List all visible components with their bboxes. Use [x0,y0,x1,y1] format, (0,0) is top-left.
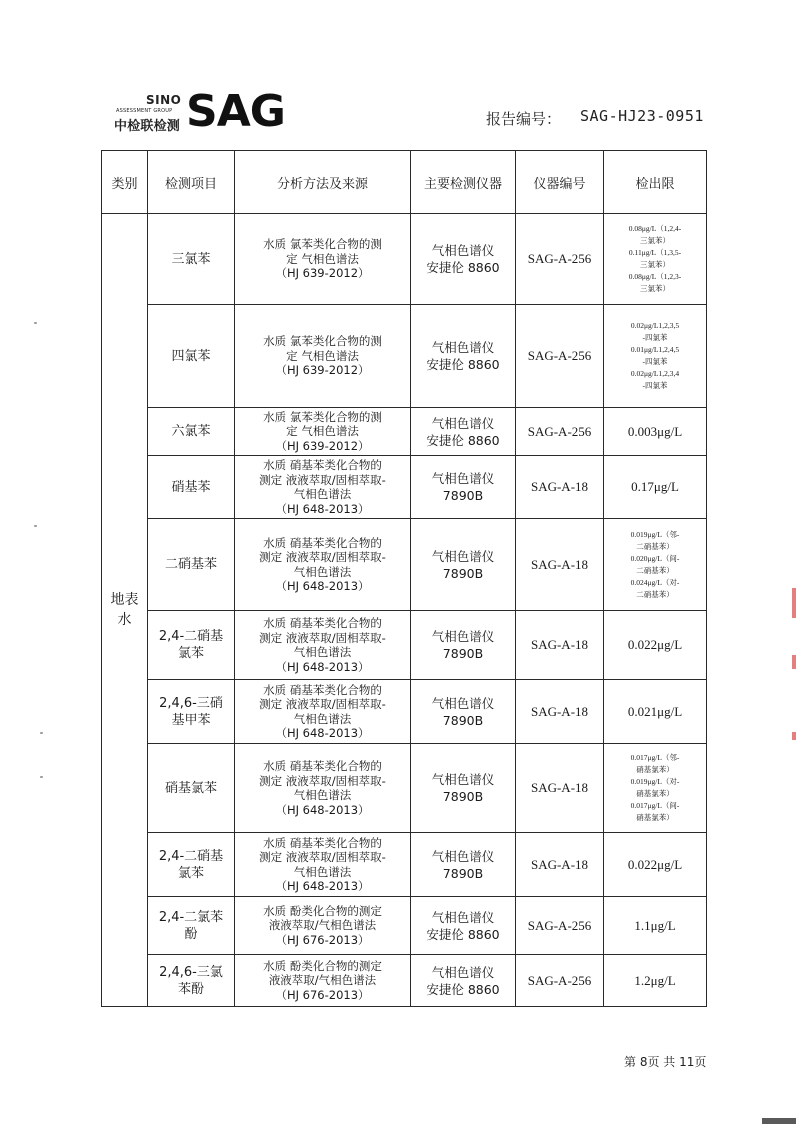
text-line: 二硝基苯） [636,589,674,599]
text-line: 三氯苯） [640,236,670,245]
detection-limit-cell [604,744,707,833]
instrument-cell [411,214,516,305]
scan-edge-mark [792,655,796,669]
scan-speck [34,322,37,324]
category-cell [102,214,148,1007]
table-row [102,519,707,611]
text-line: 7890B [442,565,484,581]
text-line: 0.020μg/L（间- [630,553,680,563]
detection-limit-cell [604,305,707,408]
method-cell [235,833,411,897]
text-line: 硝基氯苯） [636,789,674,798]
logo-sino-text: SINO [146,93,182,107]
detection-limit-cell: 1.1μg/L [604,897,707,955]
text-line: 安捷伦 8860 [426,926,500,942]
text-line: 7890B [442,865,484,881]
detection-limit-cell [604,519,707,611]
text-line: 气相色谱法 [293,864,352,879]
table-row [102,305,707,408]
header-instrument-code: 仪器编号 [516,151,604,214]
table-header-row [102,151,707,214]
instrument-code-cell: SAG-A-18 [516,519,604,611]
text-line: 7890B [442,789,484,804]
method-cell [235,519,411,611]
text-line: 气相色谱仪 [431,629,495,644]
detection-limit-cell: 0.021μg/L [604,680,707,744]
table-row [102,833,707,897]
scan-speck [40,776,43,778]
header-category: 类别 [102,151,148,214]
table-row [102,955,707,1007]
text-line: 水质 氯苯类化合物的测 [263,334,382,349]
instrument-cell [411,611,516,680]
category-label: 地表水 [110,592,139,628]
method-cell [235,680,411,744]
text-line: 安捷伦 8860 [426,357,500,372]
scan-edge-mark [792,588,796,618]
text-line: （HJ 639-2012） [275,363,370,378]
instrument-code-cell: SAG-A-256 [516,408,604,456]
text-line: 气相色谱仪 [431,548,495,564]
text-line: -四氯苯 [642,381,668,390]
test-item-cell: 硝基苯 [148,456,235,519]
text-line: 硝基氯苯） [636,813,674,822]
text-line: 0.019μg/L（邻- [630,529,680,539]
method-cell [235,305,411,408]
text-line: 气相色谱法 [293,564,352,579]
text-line: （HJ 648-2013） [275,579,370,593]
logo-chinese-name: 中检联检测 [114,119,181,134]
instrument-cell [411,897,516,955]
text-line: 0.019μg/L（对- [630,777,680,786]
table-row [102,744,707,833]
method-cell [235,744,411,833]
text-line: （HJ 648-2013） [275,802,370,817]
test-item-cell: 硝基氯苯 [148,744,235,833]
instrument-cell [411,744,516,833]
table-row [102,456,707,519]
scan-speck [34,525,37,527]
instrument-code-cell: SAG-A-256 [516,305,604,408]
text-line: 气相色谱法 [293,788,352,802]
text-line: 0.08μg/L（1,2,3- [628,272,682,281]
text-line: 气相色谱法 [293,645,352,659]
text-line: 定 气相色谱法 [286,424,359,439]
text-line: 水质 硝基苯类化合物的 [263,616,382,630]
text-line: -四氯苯 [642,333,668,342]
method-cell [235,897,411,955]
text-line: 测定 液液萃取/固相萃取- [259,697,386,711]
report-header [112,86,712,140]
text-line: 测定 液液萃取/固相萃取- [259,773,386,788]
text-line: 气相色谱仪 [431,243,495,258]
text-line: 气相色谱法 [293,487,352,501]
header-detection-limit: 检出限 [604,151,707,214]
text-line: 0.017μg/L（邻- [630,753,680,762]
instrument-cell [411,456,516,519]
detection-limit-cell: 0.022μg/L [604,833,707,897]
text-line: （HJ 648-2013） [275,501,370,516]
test-item-cell: 2,4-二硝基 氯苯 [148,833,235,897]
text-line: （HJ 639-2012） [275,438,370,453]
text-line: 液液萃取/气相色谱法 [268,973,377,988]
header-instrument: 主要检测仪器 [411,151,516,214]
instrument-cell [411,955,516,1007]
text-line: 测定 液液萃取/固相萃取- [259,850,386,864]
method-cell [235,955,411,1007]
text-line: 气相色谱仪 [431,471,495,486]
text-line: 三氯苯） [640,260,670,269]
text-line: 三氯苯） [640,284,670,293]
table-row [102,897,707,955]
text-line: 0.01μg/L1,2,4,5 [630,345,680,354]
detection-limit-cell: 0.022μg/L [604,611,707,680]
test-item-cell: 2,4,6-三硝 基甲苯 [148,680,235,744]
instrument-code-cell: SAG-A-18 [516,744,604,833]
scan-corner-bar [762,1118,796,1124]
text-line: 水质 酚类化合物的测定 [263,958,382,973]
method-cell [235,611,411,680]
instrument-code-cell: SAG-A-18 [516,680,604,744]
instrument-code-cell: SAG-A-18 [516,833,604,897]
test-item-cell: 2,4-二氯苯 酚 [148,897,235,955]
instrument-code-cell: SAG-A-18 [516,456,604,519]
test-item-cell: 2,4-二硝基 氯苯 [148,611,235,680]
logo-group-text: ASSESSMENT GROUP [116,108,173,114]
instrument-cell [411,833,516,897]
header-method: 分析方法及来源 [235,151,411,214]
text-line: 二硝基苯） [636,541,674,551]
test-item-cell: 2,4,6-三氯 苯酚 [148,955,235,1007]
text-line: 水质 硝基苯类化合物的 [263,835,382,850]
text-line: 0.11μg/L（1,3,5- [628,248,682,257]
text-line: 二硝基苯） [636,565,674,575]
test-item-cell: 二硝基苯 [148,519,235,611]
method-cell [235,408,411,456]
method-cell [235,456,411,519]
text-line: 0.017μg/L（间- [630,801,680,810]
instrument-code-cell: SAG-A-256 [516,955,604,1007]
text-line: 气相色谱仪 [431,909,495,925]
text-line: 0.02μg/L1,2,3,4 [630,369,680,378]
detection-limit-cell: 1.2μg/L [604,955,707,1007]
text-line: 硝基氯苯） [636,765,674,774]
instrument-code-cell: SAG-A-256 [516,897,604,955]
detection-limit-cell: 0.003μg/L [604,408,707,456]
text-line: （HJ 676-2013） [275,987,370,1002]
table-row [102,680,707,744]
text-line: 水质 氯苯类化合物的测 [263,409,382,424]
instrument-cell [411,408,516,456]
text-line: 水质 硝基苯类化合物的 [263,458,382,472]
text-line: 0.08μg/L（1,2,4- [628,224,682,233]
scan-speck [40,732,43,734]
text-line: 定 气相色谱法 [286,251,359,266]
report-number: SAG-HJ23-0951 [580,107,704,125]
detection-limit-cell: 0.17μg/L [604,456,707,519]
scan-edge-mark [792,732,796,740]
text-line: 气相色谱法 [293,711,352,726]
text-line: 0.02μg/L1,2,3,5 [630,321,680,330]
text-line: （HJ 648-2013） [275,726,370,740]
text-line: 水质 氯苯类化合物的测 [263,237,382,252]
text-line: 水质 硝基苯类化合物的 [263,535,382,550]
instrument-cell [411,680,516,744]
test-item-cell: 六氯苯 [148,408,235,456]
text-line: （HJ 648-2013） [275,879,370,893]
test-item-cell: 四氯苯 [148,305,235,408]
instrument-code-cell: SAG-A-256 [516,214,604,305]
page-number: 第 8页 共 11页 [624,1055,707,1069]
text-line: 0.024μg/L（对- [630,577,680,587]
text-line: 气相色谱仪 [431,772,495,787]
text-line: 安捷伦 8860 [426,981,500,997]
text-line: 水质 硝基苯类化合物的 [263,682,382,697]
table-row [102,214,707,305]
text-line: 安捷伦 8860 [426,432,500,448]
header-test-item: 检测项目 [148,151,235,214]
text-line: （HJ 648-2013） [275,659,370,674]
text-line: 7890B [442,712,484,728]
text-line: （HJ 639-2012） [275,266,370,281]
text-line: 气相色谱仪 [431,848,495,864]
text-line: 测定 液液萃取/固相萃取- [259,550,386,564]
text-line: -四氯苯 [642,357,668,366]
text-line: 气相色谱仪 [431,964,495,980]
detection-methods-table [101,150,707,1007]
text-line: 7890B [442,488,484,503]
table-row [102,611,707,680]
test-item-cell: 三氯苯 [148,214,235,305]
text-line: 测定 液液萃取/固相萃取- [259,630,386,645]
text-line: 水质 酚类化合物的测定 [263,903,382,918]
text-line: 液液萃取/气相色谱法 [268,918,377,933]
text-line: 气相色谱仪 [431,695,495,711]
text-line: 定 气相色谱法 [286,348,359,363]
text-line: 气相色谱仪 [431,340,495,355]
instrument-cell [411,519,516,611]
instrument-code-cell: SAG-A-18 [516,611,604,680]
text-line: 测定 液液萃取/固相萃取- [259,472,386,487]
text-line: 气相色谱仪 [431,415,495,431]
logo-sag-wordmark: SAG [186,86,285,137]
instrument-cell [411,305,516,408]
method-cell [235,214,411,305]
report-number-label: 报告编号： [486,110,562,128]
text-line: （HJ 676-2013） [275,932,370,947]
text-line: 7890B [442,646,484,661]
text-line: 水质 硝基苯类化合物的 [263,759,382,773]
text-line: 安捷伦 8860 [426,260,500,275]
detection-limit-cell [604,214,707,305]
sino-assessment-logo [112,86,285,138]
table-row [102,408,707,456]
